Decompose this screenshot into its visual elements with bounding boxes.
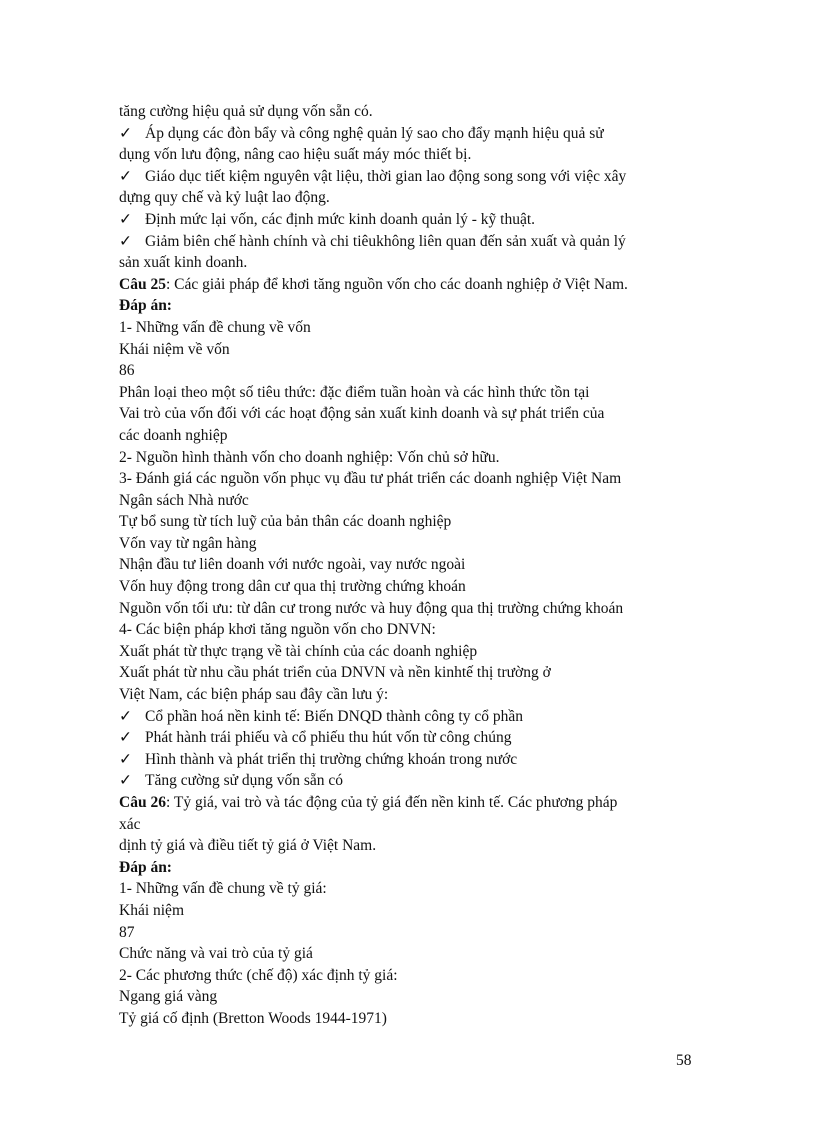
text-line bbox=[119, 339, 699, 361]
text-line bbox=[119, 187, 699, 209]
question-heading bbox=[119, 274, 699, 296]
line-text: Vai trò của vốn đối với các hoạt động sản xuất kinh doanh và sự phát triển của bbox=[119, 405, 605, 423]
line-text: Nhận đầu tư liên doanh với nước ngoài, vay nước ngoài bbox=[119, 556, 466, 574]
checkmark-icon: ✓ bbox=[119, 210, 132, 228]
text-line bbox=[119, 511, 699, 533]
line-text: Cổ phần hoá nền kinh tế: Biến DNQD thành công ty cổ phần bbox=[145, 707, 523, 725]
text-line bbox=[119, 101, 699, 123]
checklist-item bbox=[119, 209, 699, 231]
line-text: dựng quy chế và kỷ luật lao động. bbox=[119, 189, 330, 207]
line-text: Tăng cường sử dụng vốn sẵn có bbox=[145, 772, 344, 790]
checklist-item bbox=[119, 706, 699, 728]
line-text: dịnh tỷ giá và điều tiết tỷ giá ở Việt Nam. bbox=[119, 837, 377, 855]
line-text: Giáo dục tiết kiệm nguyên vật liệu, thời gian lao động song song với việc xây bbox=[145, 167, 627, 185]
checklist-item bbox=[119, 123, 699, 145]
text-line bbox=[119, 403, 699, 425]
text-line bbox=[119, 965, 699, 987]
line-text: Định mức lại vốn, các định mức kinh doanh quản lý - kỹ thuật. bbox=[145, 210, 536, 228]
line-text: Vốn vay từ ngân hàng bbox=[119, 534, 257, 552]
text-line bbox=[119, 900, 699, 922]
text-line bbox=[119, 533, 699, 555]
line-text: 1- Những vấn đề chung về vốn bbox=[119, 318, 311, 336]
bold-label: Câu 25 bbox=[119, 275, 166, 293]
checklist-item bbox=[119, 770, 699, 792]
line-text: Vốn huy động trong dân cư qua thị trường chứng khoán bbox=[119, 578, 466, 596]
bold-label: Đáp án: bbox=[119, 297, 172, 315]
line-text: Khái niệm bbox=[119, 901, 184, 919]
line-text: Tỷ giá cố định (Bretton Woods 1944-1971) bbox=[119, 1009, 387, 1027]
page-number: 58 bbox=[676, 1052, 692, 1069]
text-line bbox=[119, 598, 699, 620]
question-heading bbox=[119, 792, 699, 814]
line-text: 87 bbox=[119, 923, 135, 941]
line-text: Ngang giá vàng bbox=[119, 988, 218, 1006]
checklist-item bbox=[119, 166, 699, 188]
line-text: 2- Các phương thức (chế độ) xác định tỷ giá: bbox=[119, 966, 398, 984]
line-text: sản xuất kinh doanh. bbox=[119, 254, 248, 272]
question-heading bbox=[119, 295, 699, 317]
line-text: : Tỷ giá, vai trò và tác động của tỷ giá đến nền kinh tế. Các phương pháp bbox=[165, 794, 618, 811]
text-line bbox=[119, 619, 699, 641]
line-text: Hình thành và phát triển thị trường chứng khoán trong nước bbox=[145, 750, 518, 768]
text-line bbox=[119, 684, 699, 706]
line-text: Phân loại theo một số tiêu thức: đặc điểm tuần hoàn và các hình thức tồn tại bbox=[119, 383, 590, 401]
text-line bbox=[119, 382, 699, 404]
checkmark-icon: ✓ bbox=[119, 232, 132, 250]
text-line bbox=[119, 425, 699, 447]
text-line bbox=[119, 252, 699, 274]
text-line bbox=[119, 447, 699, 469]
line-text: dụng vốn lưu động, nâng cao hiệu suất máy móc thiết bị. bbox=[119, 146, 472, 164]
text-line bbox=[119, 1008, 699, 1030]
line-text: Áp dụng các đòn bẩy và công nghệ quản lý sao cho đẩy mạnh hiệu quả sử bbox=[145, 124, 604, 142]
text-line bbox=[119, 814, 699, 836]
line-text: Khái niệm về vốn bbox=[119, 340, 230, 358]
text-line bbox=[119, 641, 699, 663]
bold-label: Câu 26 bbox=[119, 794, 166, 811]
checkmark-icon: ✓ bbox=[119, 772, 132, 790]
text-line bbox=[119, 468, 699, 490]
line-text: xác bbox=[119, 815, 141, 833]
line-text: 86 bbox=[119, 362, 135, 380]
line-text: tăng cường hiệu quả sử dụng vốn sẵn có. bbox=[119, 103, 373, 120]
line-text: Xuất phát từ thực trạng về tài chính của các doanh nghiệp bbox=[119, 642, 478, 660]
line-text: : Các giải pháp để khơi tăng nguồn vốn cho các doanh nghiệp ở Việt Nam. bbox=[165, 275, 628, 293]
line-text: 3- Đánh giá các nguồn vốn phục vụ đầu tư phát triển các doanh nghiệp Việt Nam bbox=[119, 470, 622, 488]
line-text: Phát hành trái phiếu và cổ phiếu thu hút vốn từ công chúng bbox=[145, 729, 512, 747]
line-text: Ngân sách Nhà nước bbox=[119, 491, 249, 509]
bold-label: Đáp án: bbox=[119, 858, 172, 876]
line-text: Chức năng và vai trò của tỷ giá bbox=[119, 945, 313, 963]
text-line bbox=[119, 922, 699, 944]
line-text: Tự bổ sung từ tích luỹ của bản thân các doanh nghiệp bbox=[119, 513, 452, 531]
checkmark-icon: ✓ bbox=[119, 707, 132, 725]
line-text: các doanh nghiệp bbox=[119, 426, 228, 444]
text-line bbox=[119, 360, 699, 382]
line-text: Xuất phát từ nhu cầu phát triển của DNVN và nền kinhtế thị trường ở bbox=[119, 664, 551, 682]
checkmark-icon: ✓ bbox=[119, 167, 132, 185]
checklist-item bbox=[119, 727, 699, 749]
text-line bbox=[119, 576, 699, 598]
text-line bbox=[119, 317, 699, 339]
line-text: Nguồn vốn tối ưu: từ dân cư trong nước và huy động qua thị trường chứng khoán bbox=[119, 599, 624, 617]
line-text: Việt Nam, các biện pháp sau đây cần lưu ý: bbox=[119, 686, 389, 704]
checkmark-icon: ✓ bbox=[119, 729, 132, 747]
text-line bbox=[119, 490, 699, 512]
text-line bbox=[119, 878, 699, 900]
text-line bbox=[119, 144, 699, 166]
checkmark-icon: ✓ bbox=[119, 124, 132, 142]
text-line bbox=[119, 835, 699, 857]
checklist-item bbox=[119, 231, 699, 253]
page-body bbox=[119, 101, 699, 1030]
text-line bbox=[119, 662, 699, 684]
checkmark-icon: ✓ bbox=[119, 750, 132, 768]
text-line bbox=[119, 986, 699, 1008]
question-heading bbox=[119, 857, 699, 879]
line-text: 4- Các biện pháp khơi tăng nguồn vốn cho DNVN: bbox=[119, 621, 436, 639]
line-text: 2- Nguồn hình thành vốn cho doanh nghiệp: Vốn chủ sở hữu. bbox=[119, 448, 500, 466]
text-line bbox=[119, 943, 699, 965]
line-text: Giảm biên chế hành chính và chi tiêukhông liên quan đến sản xuất và quản lý bbox=[145, 232, 626, 250]
line-text: 1- Những vấn đề chung về tỷ giá: bbox=[119, 880, 327, 898]
text-line bbox=[119, 554, 699, 576]
checklist-item bbox=[119, 749, 699, 771]
